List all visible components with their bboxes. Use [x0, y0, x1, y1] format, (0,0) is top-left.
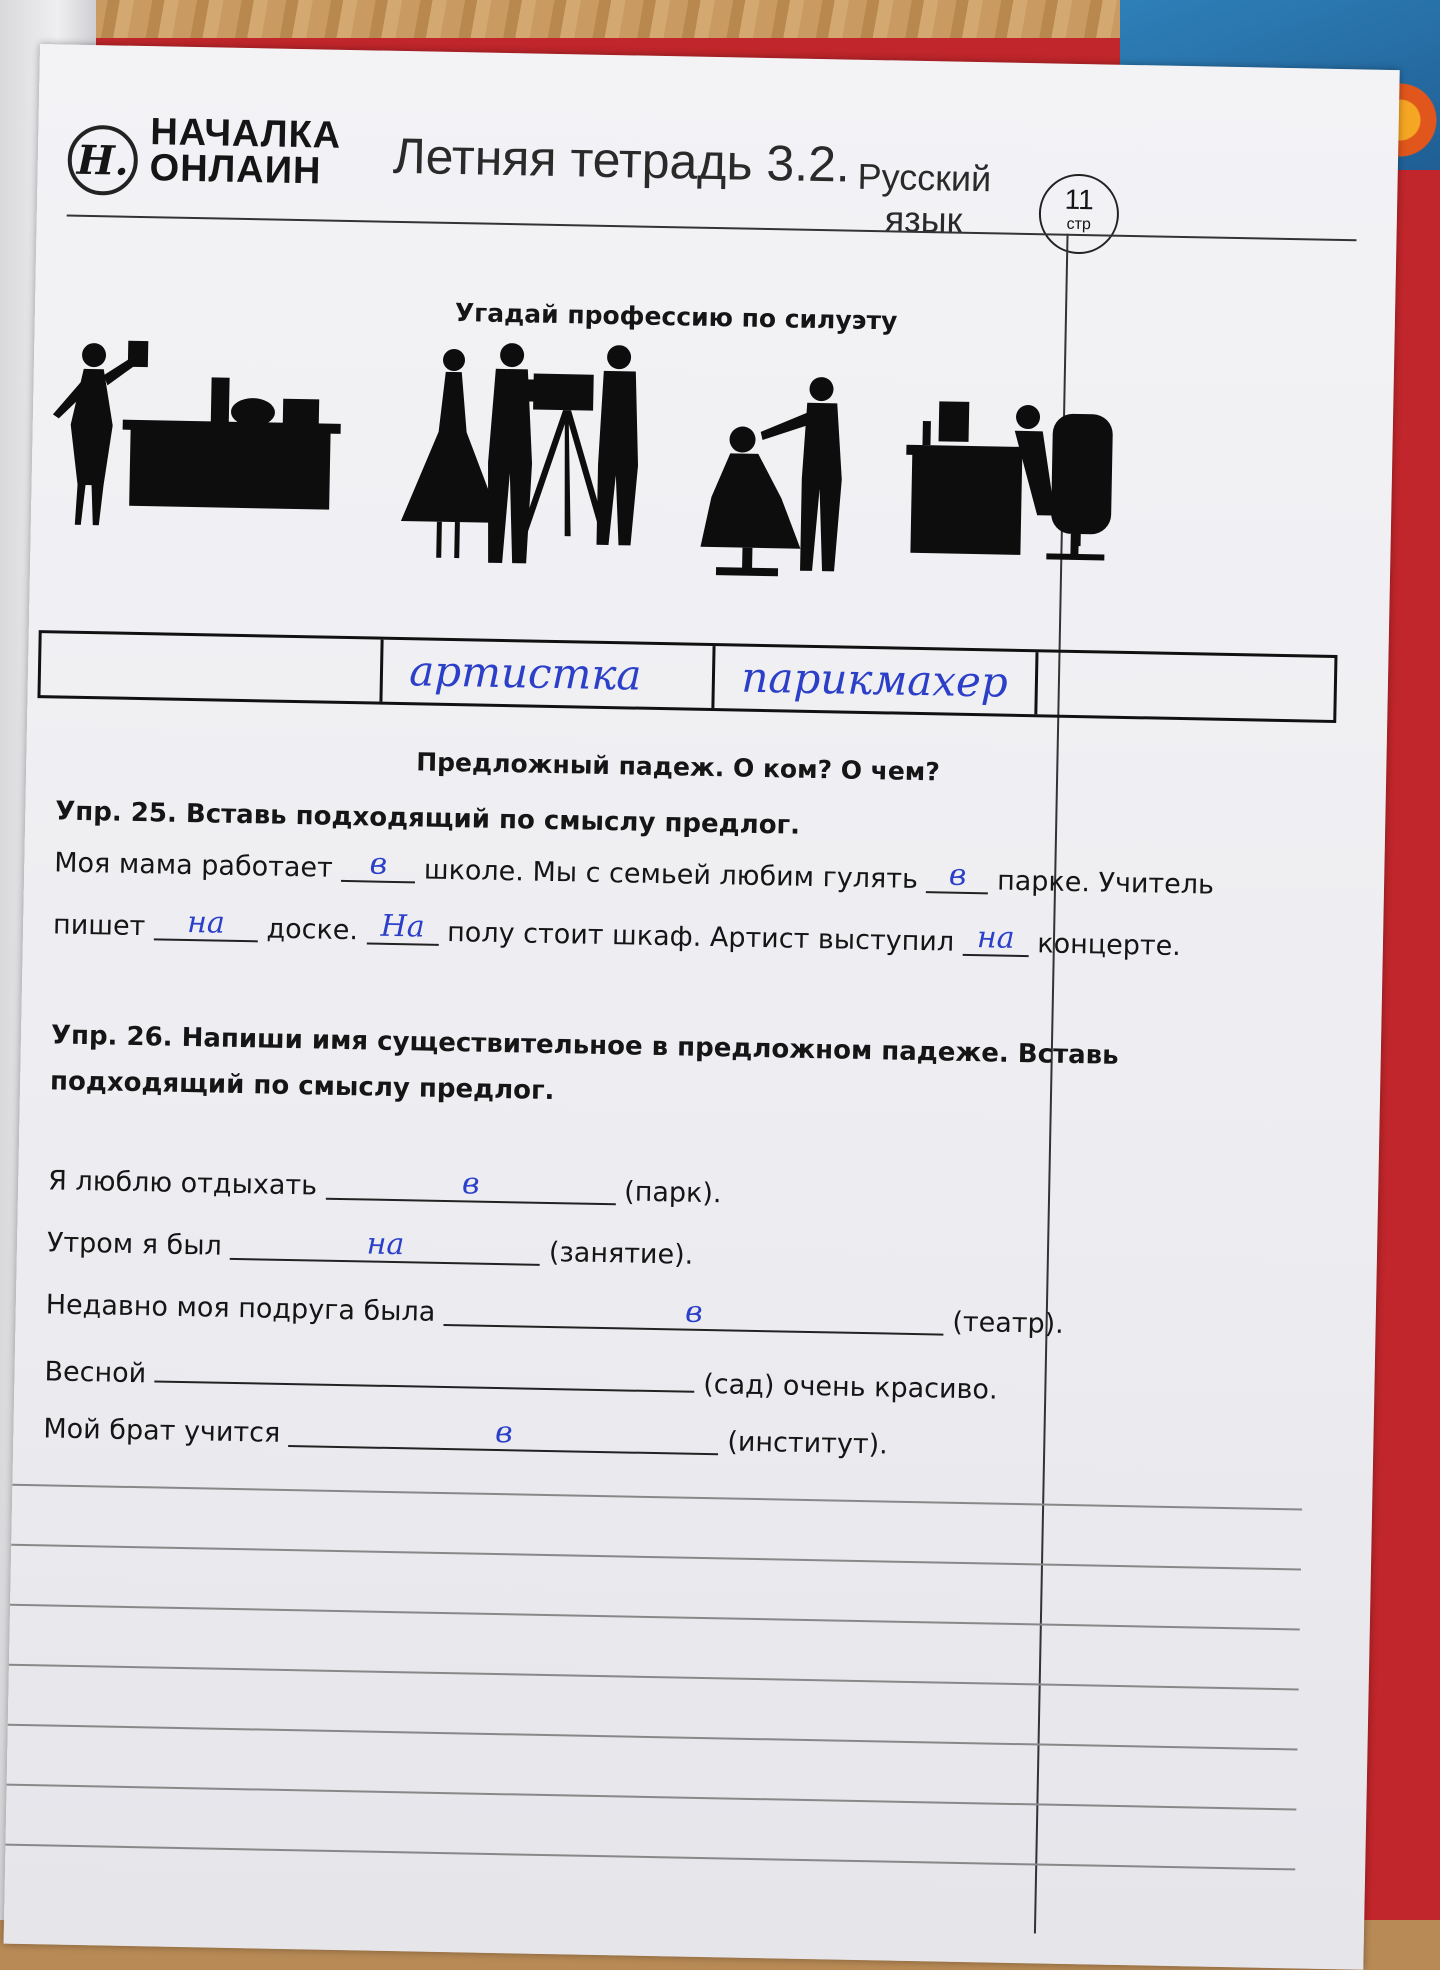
silhouette-task-title: Угадай профессию по силуэту	[454, 298, 898, 336]
ex26-blank-3[interactable]: в	[444, 1294, 945, 1336]
answer-cell-2[interactable]: артистка	[383, 640, 716, 708]
ex26-row-4: Весной (сад) очень красиво.	[44, 1348, 998, 1405]
ex26-row-1: Я люблю отдыхать в (парк).	[47, 1165, 722, 1210]
ex26-title: Упр. 26. Напиши имя существительное в предложном падеже. Вставь подходящий по смыслу предлог.	[49, 1020, 1119, 1107]
artist-interview-silhouette	[400, 341, 534, 563]
ex26-blank-1[interactable]: в	[325, 1168, 616, 1206]
subject-label: Русский язык	[857, 155, 992, 241]
office-worker-silhouette	[904, 401, 1113, 561]
hairdresser-silhouette	[700, 375, 844, 578]
logo-text: НАЧАЛКА ОНЛАИН	[149, 111, 342, 193]
ex26-blank-2[interactable]: на	[230, 1228, 541, 1266]
ex25-blank-1[interactable]: в	[341, 850, 416, 883]
ex25-blank-4[interactable]: На	[366, 912, 439, 945]
cook-silhouette	[51, 339, 342, 529]
ex26-blank-5[interactable]: в	[289, 1415, 720, 1455]
ex26-row-2: Утром я был на (занятие).	[46, 1226, 694, 1271]
grammar-section-title: Предложный падеж. О ком? О чем?	[416, 747, 941, 787]
page-header	[67, 85, 1359, 241]
workbook-page	[4, 44, 1400, 1970]
ex25-blank-2[interactable]: в	[926, 861, 989, 894]
ex26-row-3: Недавно моя подруга была в (театр).	[45, 1289, 1065, 1340]
workbook-title: Летняя тетрадь 3.2.	[392, 127, 851, 193]
ex25-blank-3[interactable]: на	[154, 908, 259, 942]
page-number-badge: 11 стр	[1038, 173, 1120, 255]
ex25-blank-5[interactable]: на	[962, 924, 1029, 957]
answer-cell-3[interactable]: парикмахер	[715, 646, 1038, 714]
answer-cell-4[interactable]	[1037, 652, 1334, 720]
ex25-title: Упр. 25. Вставь подходящий по смыслу предлог.	[54, 796, 801, 841]
ex25-line-2: пишет на доске. На полу стоит шкаф. Артист выступил на концерте.	[52, 904, 1182, 963]
answer-cell-1[interactable]	[41, 633, 384, 702]
ex26-row-5: Мой брат учится в (институт).	[43, 1413, 889, 1461]
profession-silhouettes	[40, 334, 1334, 589]
logo-mark: Н.	[67, 125, 138, 196]
ex25-line-1: Моя мама работает в школе. Мы с семьей любим гулять в парке. Учитель	[53, 846, 1215, 901]
